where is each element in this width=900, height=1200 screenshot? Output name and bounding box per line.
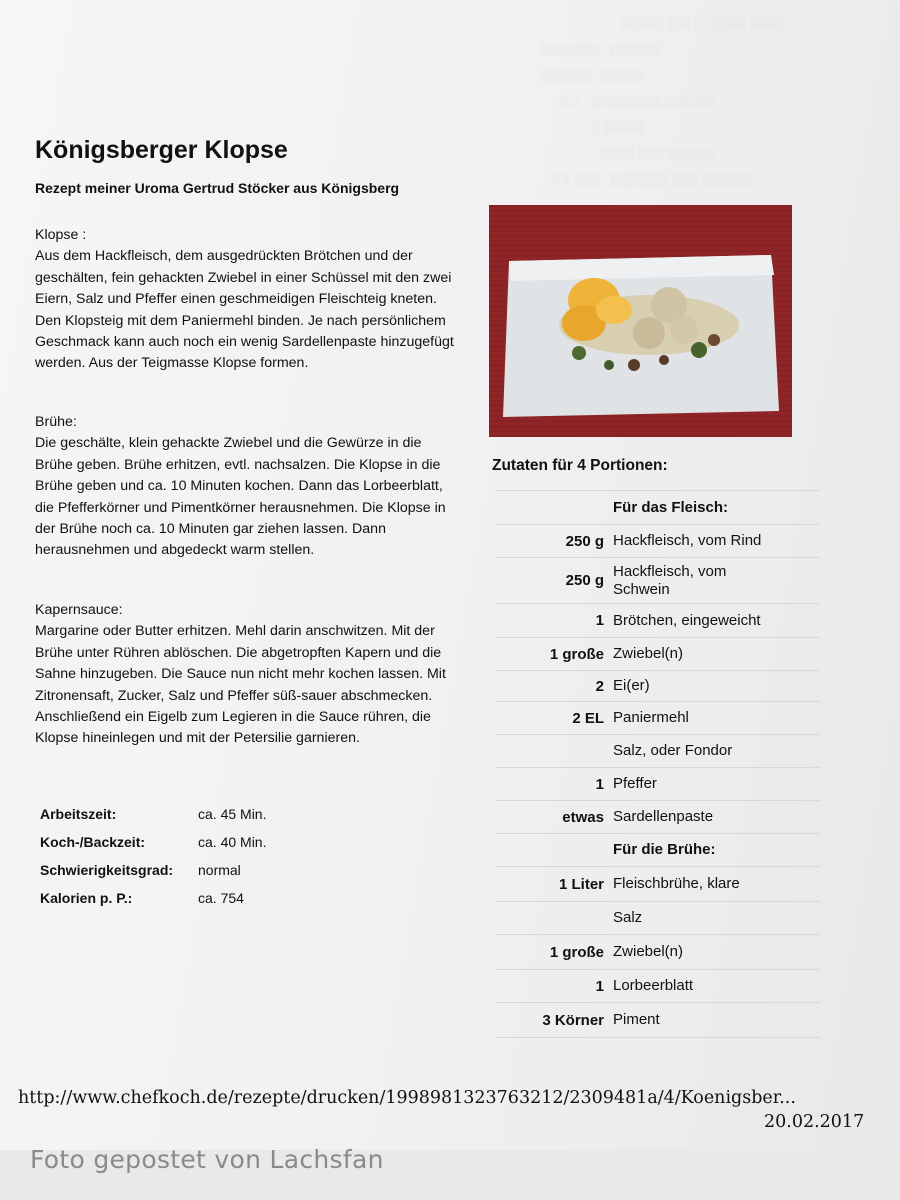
recipe-title: Königsberger Klopse [35, 136, 288, 164]
section-body: Margarine oder Butter erhitzen. Mehl darin anschwitzen. Mit der Brühe unter Rühren ablöschen. Die abgetropften Kapern und die Sahne hinzugeben. Die Sauce nun nicht mehr kochen lassen. Mit Zitronensaft, Zucker, Salz und Pfeffer süß-sauer abschmecken. Anschließend ein Eigelb zum Legieren in die Sauce rühren, die Klopse hineinlegen und mit der Petersilie garnieren. [35, 623, 446, 747]
dish-photo-icon [489, 205, 792, 437]
meta-row [40, 856, 266, 884]
ingredient-qty: 2 EL [572, 709, 604, 727]
ingredient-row [495, 524, 820, 557]
section-heading: Kapernsauce: [35, 602, 123, 618]
ingredient-qty: 1 große [549, 645, 604, 663]
ingredient-row [495, 1002, 820, 1038]
section-heading: Brühe: [35, 414, 77, 430]
ingredient-row [495, 934, 820, 969]
meta-row [40, 800, 266, 828]
meta-value: ca. 754 [198, 890, 244, 906]
ingredient-qty: 1 große [549, 943, 604, 961]
section-body: Die geschälte, klein gehackte Zwiebel und die Gewürze in die Brühe geben. Brühe erhitzen, evtl. nachsalzen. Die Klopse in die Brühe geben und ca. 10 Minuten kochen. Dann das Lorbeerblatt, die Pfefferkörner und Pimentkörner herausnehmen. Die Klopse in der Brühe noch ca. 10 Minuten gar ziehen lassen. Dann herausnehmen und abgedeckt warm stellen. [35, 435, 446, 559]
section-body: Aus dem Hackfleisch, dem ausgedrückten Brötchen und der geschälten, fein gehackten Zwiebel in einer Schüssel mit den zwei Eiern, Salz und Pfeffer einen geschmeidigen Fleischteig kneten. Den Klopsteig mit dem Paniermehl binden. Je nach persönlichem Geschmack kann auch noch ein wenig Sardellenpaste hinzugefügt werden. Aus der Teigmasse Klopse formen. [35, 248, 454, 372]
recipe-subtitle: Rezept meiner Uroma Gertrud Stöcker aus Königsberg [35, 180, 400, 196]
ingredient-qty: 1 Liter [558, 875, 604, 893]
recipe-meta [40, 800, 266, 912]
ingredient-qty: 2 [595, 677, 604, 695]
meta-label: Schwierigkeitsgrad: [40, 862, 174, 878]
section-kapernsauce [35, 600, 455, 750]
ingredient-item: Piment [613, 1011, 660, 1028]
ingredient-row [495, 603, 820, 637]
meta-row [40, 828, 266, 856]
ingredient-item: Salz, oder Fondor [613, 742, 733, 759]
ingredient-row [495, 670, 820, 701]
ingredient-item: Hackfleisch, vom Rind [613, 532, 762, 549]
ingredient-row [495, 490, 820, 524]
ingredient-qty: 1 [595, 775, 604, 793]
ingredient-qty: 250 g [565, 572, 604, 589]
section-klopse [35, 225, 455, 375]
photo-watermark: Foto gepostet von Lachsfan [30, 1145, 384, 1174]
meta-label: Koch-/Backzeit: [40, 834, 146, 850]
ingredient-qty: 250 g [565, 532, 604, 550]
ingredients-title: Zutaten für 4 Portionen: [492, 457, 668, 474]
ingredient-row [495, 734, 820, 767]
ingredient-row [495, 866, 820, 901]
meta-value: ca. 45 Min. [198, 806, 267, 822]
ingredient-qty: 3 Körner [542, 1011, 604, 1029]
ingredient-item: Paniermehl [613, 709, 689, 726]
ingredient-row [495, 637, 820, 670]
ingredients-table [495, 490, 820, 1038]
ingredient-row [495, 557, 820, 603]
section-bruehe [35, 412, 455, 562]
ingredient-row [495, 901, 820, 934]
ingredient-item: Zwiebel(n) [613, 645, 684, 662]
ingredient-item: Fleischbrühe, klare [613, 875, 740, 892]
ingredient-item: Salz [613, 909, 643, 926]
print-footer [18, 1088, 888, 1132]
ingredient-qty: 1 [595, 612, 604, 629]
ingredient-item: Brötchen, eingeweicht [613, 611, 761, 629]
ingredient-row [495, 969, 820, 1002]
ingredient-qty: 1 [595, 977, 604, 995]
meta-value: ca. 40 Min. [198, 834, 267, 850]
ingredient-row [495, 701, 820, 734]
ingredient-item: Lorbeerblatt [613, 977, 694, 994]
meta-label: Kalorien p. P.: [40, 890, 133, 906]
ingredient-item: Sardellenpaste [613, 808, 714, 825]
ingredient-item: Für das Fleisch: [613, 498, 729, 516]
ingredient-row [495, 800, 820, 833]
ingredient-row [495, 767, 820, 800]
meta-value: normal [198, 862, 241, 878]
ingredient-item: Pfeffer [613, 775, 657, 792]
section-heading: Klopse : [35, 227, 87, 243]
meta-label: Arbeitszeit: [40, 806, 117, 822]
print-date: 20.02.2017 [764, 1112, 865, 1132]
ingredient-item: Ei(er) [613, 677, 650, 694]
meta-row [40, 884, 266, 912]
ingredient-item: Zwiebel(n) [613, 943, 684, 960]
show-through-text: ░░░░░ ░░░ ░░░░░░ ░░░░ ░░░░░░░ ░░░░░░ ░░░░░░ ░░░░░ ░ ░ ░░░░░░ ░░ ░░░░░░ ░ ░░░░░ ░░░░ ░░░ ░░░░░░ ░ ░ ░░░ ░░░░░░░ ░░░ ░░░░░░ [540, 16, 784, 186]
ingredient-qty: etwas [562, 808, 604, 826]
ingredient-item: Hackfleisch, vom Schwein [613, 562, 727, 598]
ingredient-row [495, 833, 820, 866]
ingredient-item: Für die Brühe: [613, 841, 716, 858]
source-url: http://www.chefkoch.de/rezepte/drucken/1998981323763212/2309481a/4/Koenigsber... [18, 1088, 796, 1108]
